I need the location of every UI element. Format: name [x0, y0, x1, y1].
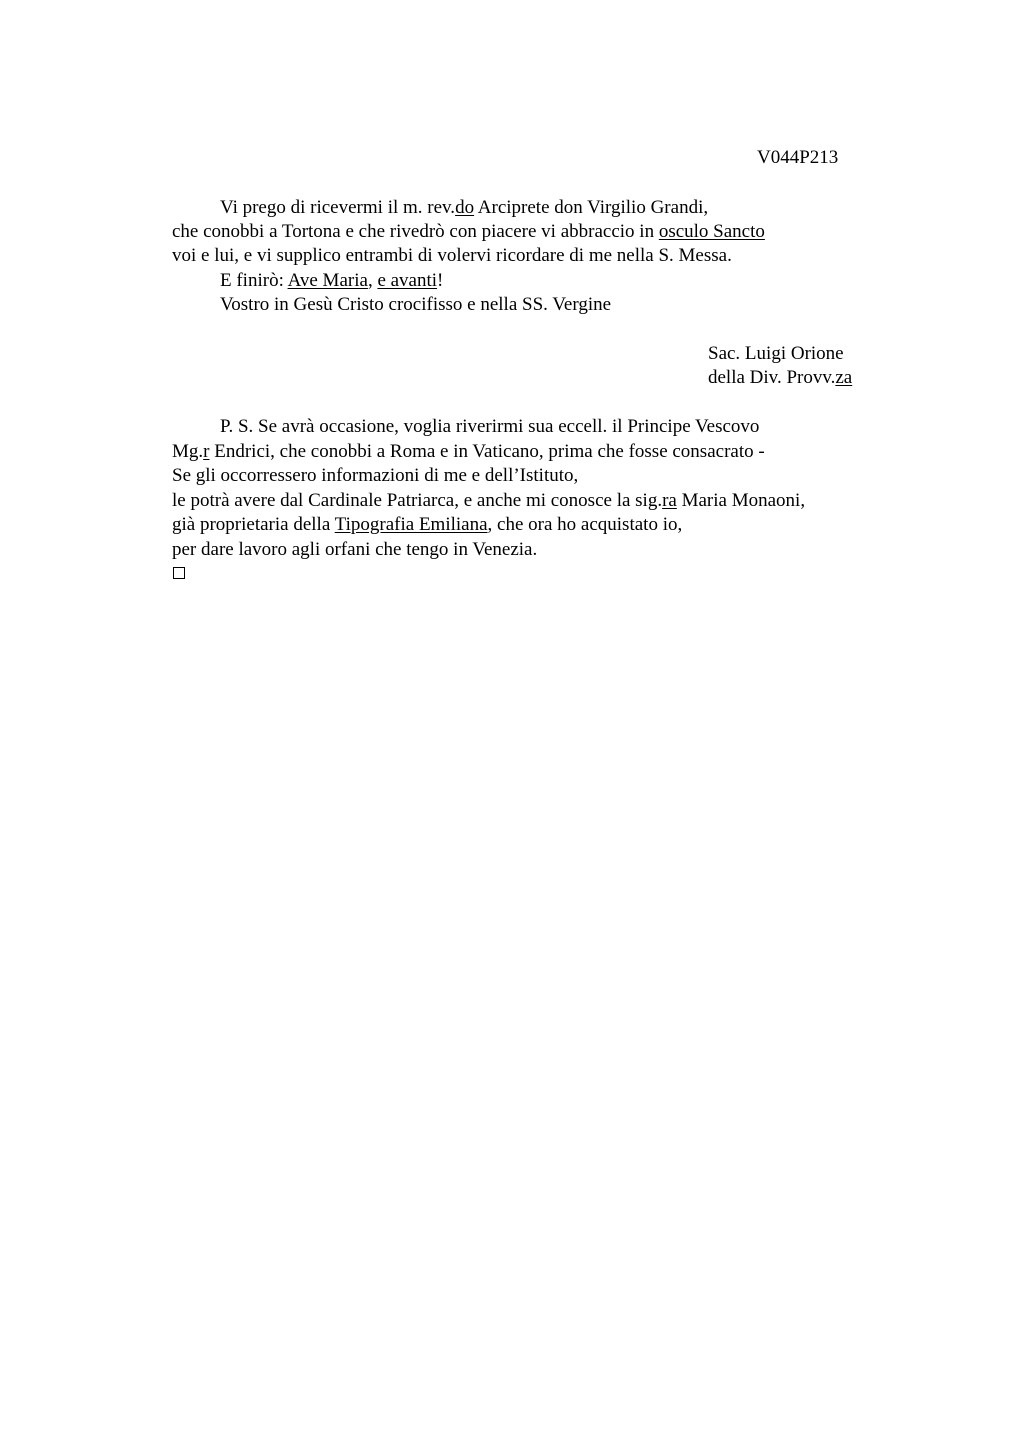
- letter-line-4: [220, 269, 443, 293]
- underlined-phrase: Tipografia Emiliana: [334, 514, 488, 535]
- signature-name: Sac. Luigi Orione: [708, 343, 844, 364]
- underlined-abbrev: r: [203, 441, 210, 462]
- underlined-abbrev: ra: [662, 490, 677, 511]
- text: Vi prego di ricevermi il m. rev.: [220, 197, 456, 218]
- postscript-line-6: per dare lavoro agli orfani che tengo in Venezia.: [172, 539, 538, 560]
- letter-line-5: Vostro in Gesù Cristo crocifisso e nella SS. Vergine: [220, 294, 612, 315]
- underlined-phrase: osculo Sancto: [658, 221, 765, 242]
- letter-line-3: voi e lui, e vi supplico entrambi di volervi ricordare di me nella S. Messa.: [172, 245, 732, 266]
- underlined-phrase: Ave Maria: [287, 270, 368, 291]
- letter-line-2: [172, 220, 765, 244]
- text: E finirò:: [220, 270, 288, 291]
- text: , che ora ho acquistato io,: [487, 514, 683, 535]
- text: !: [437, 270, 444, 291]
- letter-line-1: [220, 196, 708, 220]
- postscript-line-5: [172, 513, 682, 537]
- text: già proprietaria della: [172, 514, 335, 535]
- postscript-line-1: P. S. Se avrà occasione, voglia riverirmi sua eccell. il Principe Vescovo: [220, 416, 760, 437]
- postscript-line-3: Se gli occorressero informazioni di me e dell’Istituto,: [172, 465, 579, 486]
- postscript-line-2: [172, 440, 765, 464]
- end-square-icon: [173, 567, 185, 579]
- text: della Div. Provv.: [708, 367, 836, 388]
- text: Maria Monaoni,: [676, 490, 806, 511]
- text: Mg.: [172, 441, 204, 462]
- underlined-abbrev: do: [455, 197, 475, 218]
- underlined-abbrev: za: [835, 367, 853, 388]
- text: le potrà avere dal Cardinale Patriarca, e anche mi conosce la sig.: [172, 490, 663, 511]
- document-code: V044P213: [757, 147, 839, 168]
- text: ,: [367, 270, 378, 291]
- signature-title: [708, 366, 852, 390]
- underlined-phrase: e avanti: [377, 270, 438, 291]
- text: che conobbi a Tortona e che rivedrò con piacere vi abbraccio in: [172, 221, 659, 242]
- postscript-line-4: [172, 489, 805, 513]
- text: Endrici, che conobbi a Roma e in Vaticano, prima che fosse consacrato -: [209, 441, 765, 462]
- text: Arciprete don Virgilio Grandi,: [474, 197, 709, 218]
